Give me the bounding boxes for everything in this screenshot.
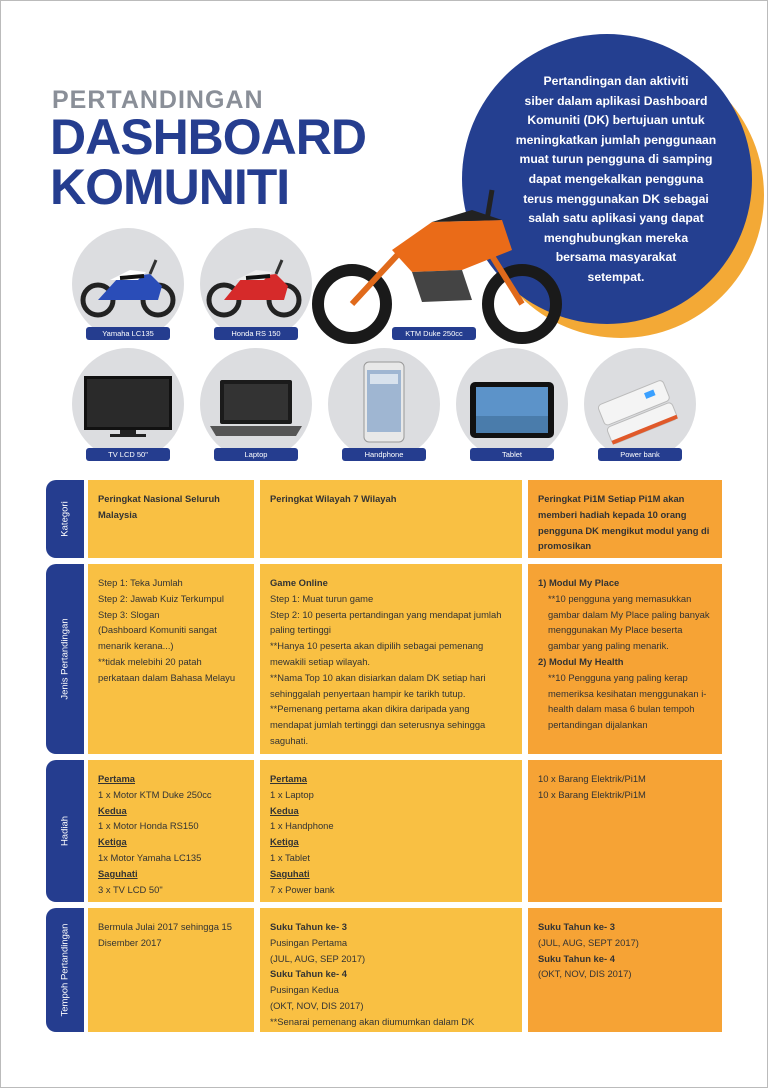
cell-text: 1x Motor Yamaha LC135 — [98, 851, 202, 863]
cell-text: Saguhati — [270, 867, 310, 879]
hadiah-pi1m — [528, 760, 722, 902]
cell-text: **tidak melebihi 20 patah perkataan dalam Bahasa Melayu — [98, 655, 236, 683]
row-label-hadiah — [46, 760, 84, 902]
intro-line: Pertandingan dan aktiviti — [543, 74, 689, 88]
laptop-label: Laptop — [214, 448, 298, 461]
cell-text: Pertama — [270, 773, 308, 784]
cell-text: 7 x Power bank — [270, 883, 335, 895]
cell-text: 1) Modul My Place — [538, 577, 620, 588]
cell-text: Pertama — [98, 773, 136, 784]
row-label-text: Hadiah — [59, 815, 71, 847]
cell-text: Bermula Julai 2017 sehingga 15 Disember 2017 — [98, 921, 232, 948]
cell-text: (OKT, NOV, DIS 2017) — [538, 968, 632, 980]
cell-text: Suku Tahun ke- 4 — [538, 952, 615, 964]
cell-text: **Pemenang pertama akan dikira daripada yang mendapat jumlah tertinggi dan seterusnya sehingga saguhati. — [270, 703, 486, 746]
cell-text: Peringkat Wilayah 7 Wilayah — [270, 493, 397, 504]
laptop-icon — [208, 380, 304, 440]
kategori-nasional — [88, 480, 254, 558]
powerbank-label: Power bank — [598, 448, 682, 461]
cell-text: **10 Pengguna yang paling kerap memeriksa kesihatan menggunakan i-health dalam masa 6 bulan tempoh pertandingan dijalankan — [548, 671, 707, 731]
tv-icon — [84, 376, 172, 440]
cell-text: Suku Tahun ke- 3 — [270, 921, 347, 932]
intro-line: Komuniti (DK) bertujuan untuk — [527, 113, 705, 128]
cell-text: (Dashboard Komuniti sangat menarik kerana...) — [98, 624, 217, 652]
cell-text: 1 x Motor Honda RS150 — [98, 820, 199, 832]
intro-line: setempat. — [587, 269, 645, 284]
yamaha-label: Yamaha LC135 — [86, 327, 170, 340]
cell-text: 1 x Motor KTM Duke 250cc — [98, 788, 212, 800]
intro-line: menghubungkan mereka — [543, 230, 689, 245]
intro-line: muat turun pengguna di samping — [519, 152, 713, 167]
intro-line: salah satu aplikasi yang dapat — [528, 211, 704, 226]
cell-text: **Hanya 10 peserta akan dipilih sebagai pemenang mewakili setiap wilayah. — [270, 640, 484, 667]
title-pertandingan: PERTANDINGAN — [52, 86, 264, 114]
row-label-jenis — [46, 564, 84, 754]
cell-text: Step 3: Slogan — [98, 608, 160, 620]
hadiah-wilayah — [260, 760, 522, 902]
intro-line: dapat mengekalkan pengguna — [528, 171, 704, 186]
cell-text: **Nama Top 10 akan disiarkan dalam DK setiap hari sehinggalah penyertaan hampir ke tarikh tutup. — [270, 671, 486, 699]
cell-text: 3 x TV LCD 50" — [98, 883, 163, 895]
cell-text: Saguhati — [98, 867, 138, 879]
cell-text: (JUL, AUG, SEP 2017) — [270, 952, 366, 964]
cell-text: Step 1: Teka Jumlah — [98, 577, 183, 588]
cell-text: Suku Tahun ke- 4 — [270, 968, 347, 980]
cell-text: 1 x Tablet — [270, 851, 310, 863]
honda-motorcycle-icon — [206, 250, 302, 320]
title-line-komuniti: KOMUNITI — [50, 159, 290, 215]
cell-text: Ketiga — [98, 836, 127, 848]
intro-line: siber dalam aplikasi Dashboard — [524, 93, 708, 108]
cell-text: 2) Modul My Health — [538, 655, 624, 667]
cell-text: Step 2: Jawab Kuiz Terkumpul — [98, 592, 224, 604]
cell-text: Step 2: 10 peserta pertandingan yang mendapat jumlah paling tertinggi — [270, 608, 502, 636]
intro-line: meningkatkan jumlah penggunaan — [515, 132, 717, 147]
cell-text: Kedua — [98, 804, 127, 816]
yamaha-motorcycle-icon — [80, 250, 176, 320]
hadiah-nasional — [88, 760, 254, 902]
cell-text: (JUL, AUG, SEPT 2017) — [538, 936, 639, 948]
honda-label: Honda RS 150 — [214, 327, 298, 340]
tv-label: TV LCD 50" — [86, 448, 170, 461]
cell-text: Peringkat Pi1M Setiap Pi1M akan memberi hadiah kepada 10 orang pengguna DK mengikut modul yang di promosikan — [538, 493, 710, 552]
jenis-nasional — [88, 564, 254, 754]
cell-text: Step 1: Muat turun game — [270, 592, 374, 604]
intro-line: bersama masyarakat — [555, 250, 677, 265]
cell-text: (OKT, NOV, DIS 2017) — [270, 999, 364, 1011]
row-label-text: Jenis Pertandingan — [59, 618, 71, 700]
cell-text: Ketiga — [270, 836, 299, 848]
cell-text: Pusingan Pertama — [270, 936, 348, 948]
kategori-wilayah — [260, 480, 522, 558]
intro-line: terus menggunakan DK sebagai — [523, 191, 709, 206]
cell-text: Game Online — [270, 577, 328, 588]
cell-text: 1 x Laptop — [270, 788, 314, 800]
row-label-kategori — [46, 480, 84, 558]
cell-text: **Senarai pemenang akan diumumkan dalam DK — [270, 1015, 475, 1027]
ktm-label: KTM Duke 250cc — [392, 327, 476, 340]
tempoh-wilayah — [260, 908, 522, 1032]
row-label-tempoh — [46, 908, 84, 1032]
handphone-icon — [364, 362, 404, 442]
tempoh-nasional — [88, 908, 254, 1032]
jenis-wilayah — [260, 564, 522, 754]
handphone-label: Handphone — [342, 448, 426, 461]
cell-text: 1 x Handphone — [270, 820, 334, 832]
row-label-text: Kategori — [59, 501, 71, 537]
kategori-pi1m — [528, 480, 722, 558]
title-line-dashboard: DASHBOARD — [50, 109, 366, 165]
tempoh-pi1m — [528, 908, 722, 1032]
powerbank-icon — [592, 380, 688, 440]
tablet-label: Tablet — [470, 448, 554, 461]
cell-text: **10 pengguna yang memasukkan gambar dalam My Place paling banyak menggunakan My Place beserta gambar yang paling menarik. — [548, 592, 710, 652]
cell-text: Peringkat Nasional Seluruh Malaysia — [98, 493, 220, 520]
ktm-motorcycle-icon — [312, 180, 572, 350]
cell-text: 10 x Barang Elektrik/Pi1M — [538, 773, 646, 784]
jenis-pi1m — [528, 564, 722, 754]
cell-text: Kedua — [270, 804, 299, 816]
row-label-text: Tempoh Pertandingan — [59, 923, 71, 1017]
cell-text: Pusingan Kedua — [270, 984, 339, 996]
cell-text: Suku Tahun ke- 3 — [538, 921, 615, 932]
tablet-icon — [470, 382, 554, 438]
cell-text: 10 x Barang Elektrik/Pi1M — [538, 788, 646, 800]
